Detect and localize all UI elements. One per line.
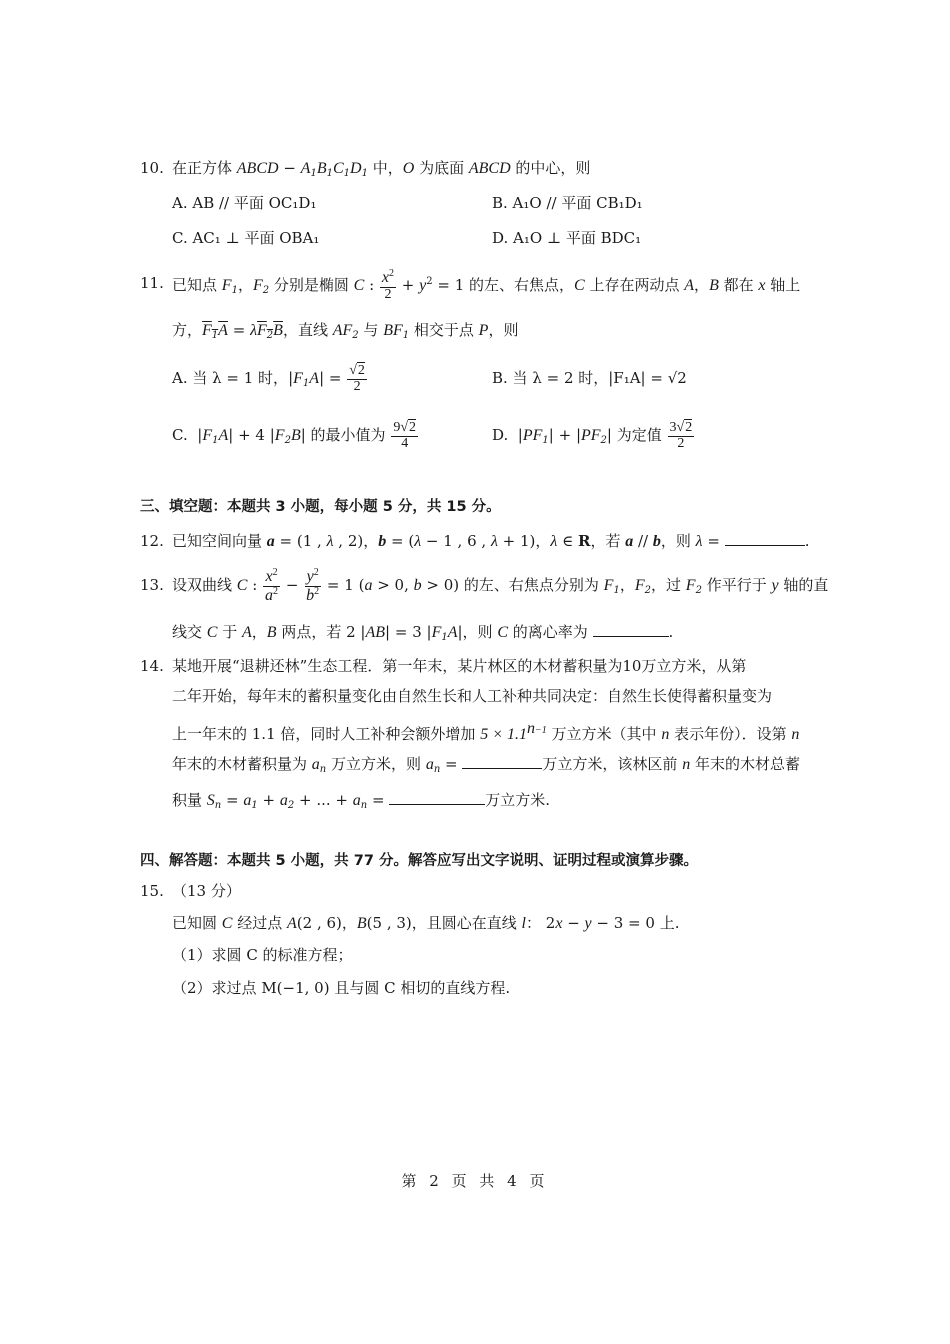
q11-option-a-prefix: A. 当 λ = 1 时， — [172, 369, 289, 387]
q11-option-a: A. 当 λ = 1 时，$|F_1A|$ = $\frac{√2}{2}$ — [172, 362, 365, 394]
q15-part-2-text: 求过点 M(−1, 0) 且与圆 C 相切的直线方程. — [211, 979, 511, 997]
q15-stem: 已知圆 C 经过点 A(2 , 6)，B(5 , 3)，且圆心在直线 l： 2x − y − 3 = 0 上. — [172, 914, 680, 932]
section-3-header: 三、填空题：本题共 3 小题，每小题 5 分，共 15 分。 — [140, 499, 501, 515]
q11-option-d: D. $|PF_1| + |PF_2|$ 为定值 $\frac{3√2}{2}$ — [492, 419, 693, 451]
page-footer: 第 2 页 共 4 页 — [401, 1172, 549, 1190]
q11-option-b: B. 当 λ = 2 时，|F₁A| = √2 — [492, 369, 687, 387]
q14-number: 14. — [140, 657, 164, 675]
q15-part-2: （2）求过点 M(−1, 0) 且与圆 C 相切的直线方程. — [172, 979, 511, 997]
q10-option-b: B. A₁O // 平面 CB₁D₁ — [492, 194, 643, 212]
q10-stem: 在正方体 ABCD − $A_1B_1C_1D_1$ 中，O 为底面 ABCD 的中心，则 — [172, 159, 591, 179]
q14-answer-blank-1[interactable] — [462, 754, 542, 769]
q10-option-c: C. AC₁ ⊥ 平面 OBA₁ — [172, 229, 320, 247]
q10-number: 10. — [140, 159, 164, 177]
q13-number: 13. — [140, 576, 164, 594]
q11-stem-line1: 已知点 $F_1$，$F_2$ 分别是椭圆 C : $\frac{x^2}{2}$ + $y^2 = 1$ 的左、右焦点，C 上存在两动点 A，B 都在 x 轴上 — [172, 268, 801, 303]
q14-line4-b: 万立方米，则 — [331, 755, 422, 773]
q11-number: 11. — [140, 274, 164, 292]
q14-line4-d: 年末的木材总蓄 — [694, 755, 800, 773]
q11-option-c-suffix: 的最小值为 — [310, 426, 386, 444]
q14-line5-b: 万立方米. — [485, 791, 551, 809]
q13-answer-blank[interactable] — [593, 622, 669, 637]
q14-line4: 年末的木材蓄积量为 $a_n$ 万立方米，则 $a_n$ = 万立方米，该林区前 n 年末的木材总蓄 — [172, 755, 800, 775]
q14-line3-c: 表示年份）．设第 — [674, 725, 787, 743]
q15-number: 15. — [140, 882, 164, 900]
q12-answer-blank[interactable] — [725, 531, 805, 546]
q13-stem-line2: 线交 C 于 A，B 两点，若 2 |AB| = 3 $|F_1A|$，则 C 的离心率为 . — [172, 623, 674, 643]
q14-line3-a: 上一年末的 1.1 倍，同时人工补种会额外增加 — [172, 725, 476, 743]
q14-line1: 某地开展“退耕还林”生态工程．第一年末，某片林区的木材蓄积量为10万立方米，从第 — [172, 657, 747, 675]
q14-answer-blank-2[interactable] — [389, 790, 485, 805]
q12-stem: 已知空间向量 a = (1 , λ , 2)，b = (λ − 1 , 6 , λ + 1)，λ ∈ R，若 a // b，则 λ = . — [172, 532, 810, 550]
q11-option-d-suffix: 为定值 — [616, 426, 662, 444]
section-4-header: 四、解答题：本题共 5 小题，共 77 分。解答应写出文字说明、证明过程或演算步骤。 — [140, 853, 698, 869]
q13-stem-line1: 设双曲线 C : $\frac{x^2}{a^2}$ − $\frac{y^2}{b^2}$ = 1 (a > 0, b > 0) 的左、右焦点分别为 $F_1$，$F_2$，过 $F_2$ 作平行于 y 轴的直 — [172, 566, 829, 604]
q12-number: 12. — [140, 532, 164, 550]
q14-line3: 上一年末的 1.1 倍，同时人工补种会额外增加 $5 \times 1.1^{n-1}$ 万立方米（其中 n 表示年份）．设第 n — [172, 720, 800, 743]
q14-line4-c: 万立方米，该林区前 — [542, 755, 678, 773]
q15-score: （13 分） — [172, 882, 241, 900]
q14-line5-a: 积量 — [172, 791, 203, 809]
q14-line2: 二年开始，每年末的蓄积量变化由自然生长和人工补种共同决定：自然生长使得蓄积量变为 — [172, 687, 773, 705]
q15-part-1-text: 求圆 C 的标准方程； — [211, 946, 353, 964]
q10-option-a: A. AB // 平面 OC₁D₁ — [172, 194, 317, 212]
q14-line3-b: 万立方米（其中 — [551, 725, 657, 743]
q14-line4-a: 年末的木材蓄积量为 — [172, 755, 308, 773]
q11-stem-line2: 方，$F_1A = \lambda F_2B$，直线 $AF_2$ 与 $BF_1$ 相交于点 P，则 — [172, 321, 519, 341]
q11-option-c: C. $|F_1A| + 4$ $|F_2B|$ 的最小值为 $\frac{9√2}{4}$ — [172, 419, 417, 451]
q10-option-d: D. A₁O ⊥ 平面 BDC₁ — [492, 229, 642, 247]
q14-line5: 积量 $S_n = a_1 + a_2$ + ... + $a_n$ = 万立方米. — [172, 791, 551, 811]
q15-part-1: （1）求圆 C 的标准方程； — [172, 946, 353, 964]
